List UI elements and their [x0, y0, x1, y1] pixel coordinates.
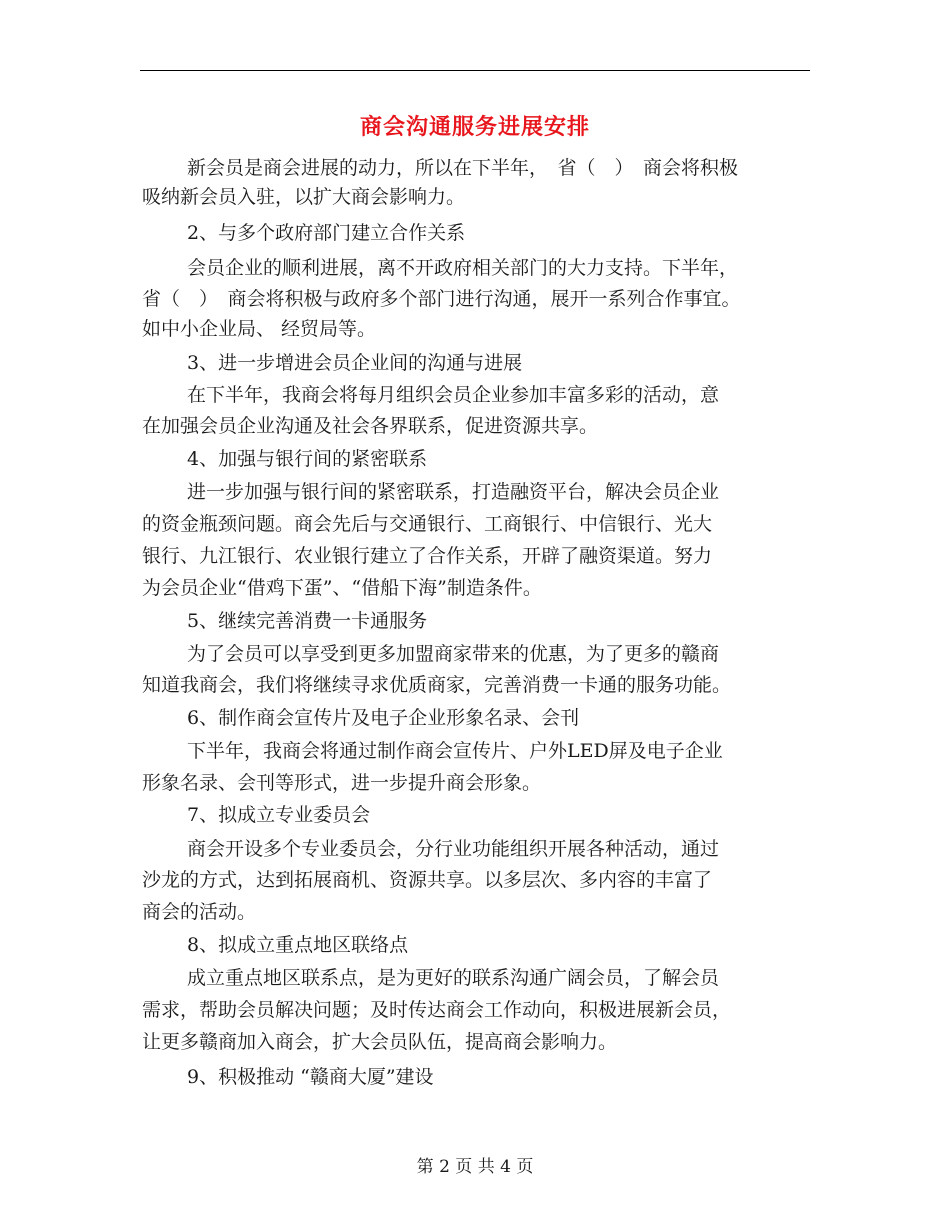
paragraph-line: 在加强会员企业沟通及社会各界联系，促进资源共享。 [142, 415, 599, 437]
paragraph-line: 下半年，我商会将通过制作商会宣传片、户外LED屏及电子企业 [187, 740, 723, 762]
section-heading: 4、加强与银行间的紧密联系 [187, 448, 428, 470]
section-heading: 3、进一步增进会员企业间的沟通与进展 [187, 352, 523, 374]
header-rule [140, 70, 810, 71]
paragraph-line: 在下半年，我商会将每月组织会员企业参加丰富多彩的活动，意 [187, 384, 720, 406]
paragraph-line: 为了会员可以享受到更多加盟商家带来的优惠，为了更多的赣商 [187, 643, 720, 665]
section-heading: 2、与多个政府部门建立合作关系 [187, 222, 466, 244]
paragraph-line: 沙龙的方式，达到拓展商机、资源共享。以多层次、多内容的丰富了 [142, 869, 713, 891]
section-heading: 6、制作商会宣传片及电子企业形象名录、会刊 [187, 707, 580, 729]
paragraph-line: 如中小企业局、 经贸局等。 [142, 318, 377, 340]
paragraph-line: 会员企业的顺利进展，离不开政府相关部门的大力支持。下半年， [187, 257, 739, 279]
paragraph-line: 知道我商会，我们将继续寻求优质商家，完善消费一卡通的服务功能。 [142, 674, 732, 696]
paragraph-line: 吸纳新会员入驻，以扩大商会影响力。 [142, 186, 466, 208]
paragraph-line: 省（ ） 商会将积极与政府多个部门进行沟通，展开一系列合作事宜。 [142, 288, 741, 310]
paragraph-line: 进一步加强与银行间的紧密联系，打造融资平台，解决会员企业 [187, 481, 720, 503]
paragraph-line: 形象名录、会刊等形式，进一步提升商会形象。 [142, 772, 542, 794]
section-heading: 8、拟成立重点地区联络点 [187, 934, 409, 956]
paragraph-line: 银行、九江银行、农业银行建立了合作关系，开辟了融资渠道。努力 [142, 545, 713, 567]
page-number: 第 2 页 共 4 页 [416, 1157, 534, 1177]
paragraph-line: 为会员企业“借鸡下蛋”、“借船下海”制造条件。 [142, 577, 542, 599]
section-heading: 7、拟成立专业委员会 [187, 804, 371, 826]
paragraph-line: 让更多赣商加入商会，扩大会员队伍，提高商会影响力。 [142, 1031, 618, 1053]
section-heading: 9、积极推动 “赣商大厦”建设 [187, 1066, 434, 1088]
paragraph-line: 需求，帮助会员解决问题；及时传达商会工作动向，积极进展新会员， [142, 999, 732, 1021]
paragraph-line: 新会员是商会进展的动力，所以在下半年， 省（ ） 商会将积极 [187, 157, 739, 179]
section-heading: 5、继续完善消费一卡通服务 [187, 610, 428, 632]
paragraph-line: 商会开设多个专业委员会，分行业功能组织开展各种活动，通过 [187, 838, 720, 860]
document-title: 商会沟通服务进展安排 [359, 114, 590, 140]
paragraph-line: 的资金瓶颈问题。商会先后与交通银行、工商银行、中信银行、光大 [142, 513, 713, 535]
paragraph-line: 成立重点地区联系点，是为更好的联系沟通广阔会员，了解会员 [187, 967, 720, 989]
paragraph-line: 商会的活动。 [142, 901, 257, 923]
